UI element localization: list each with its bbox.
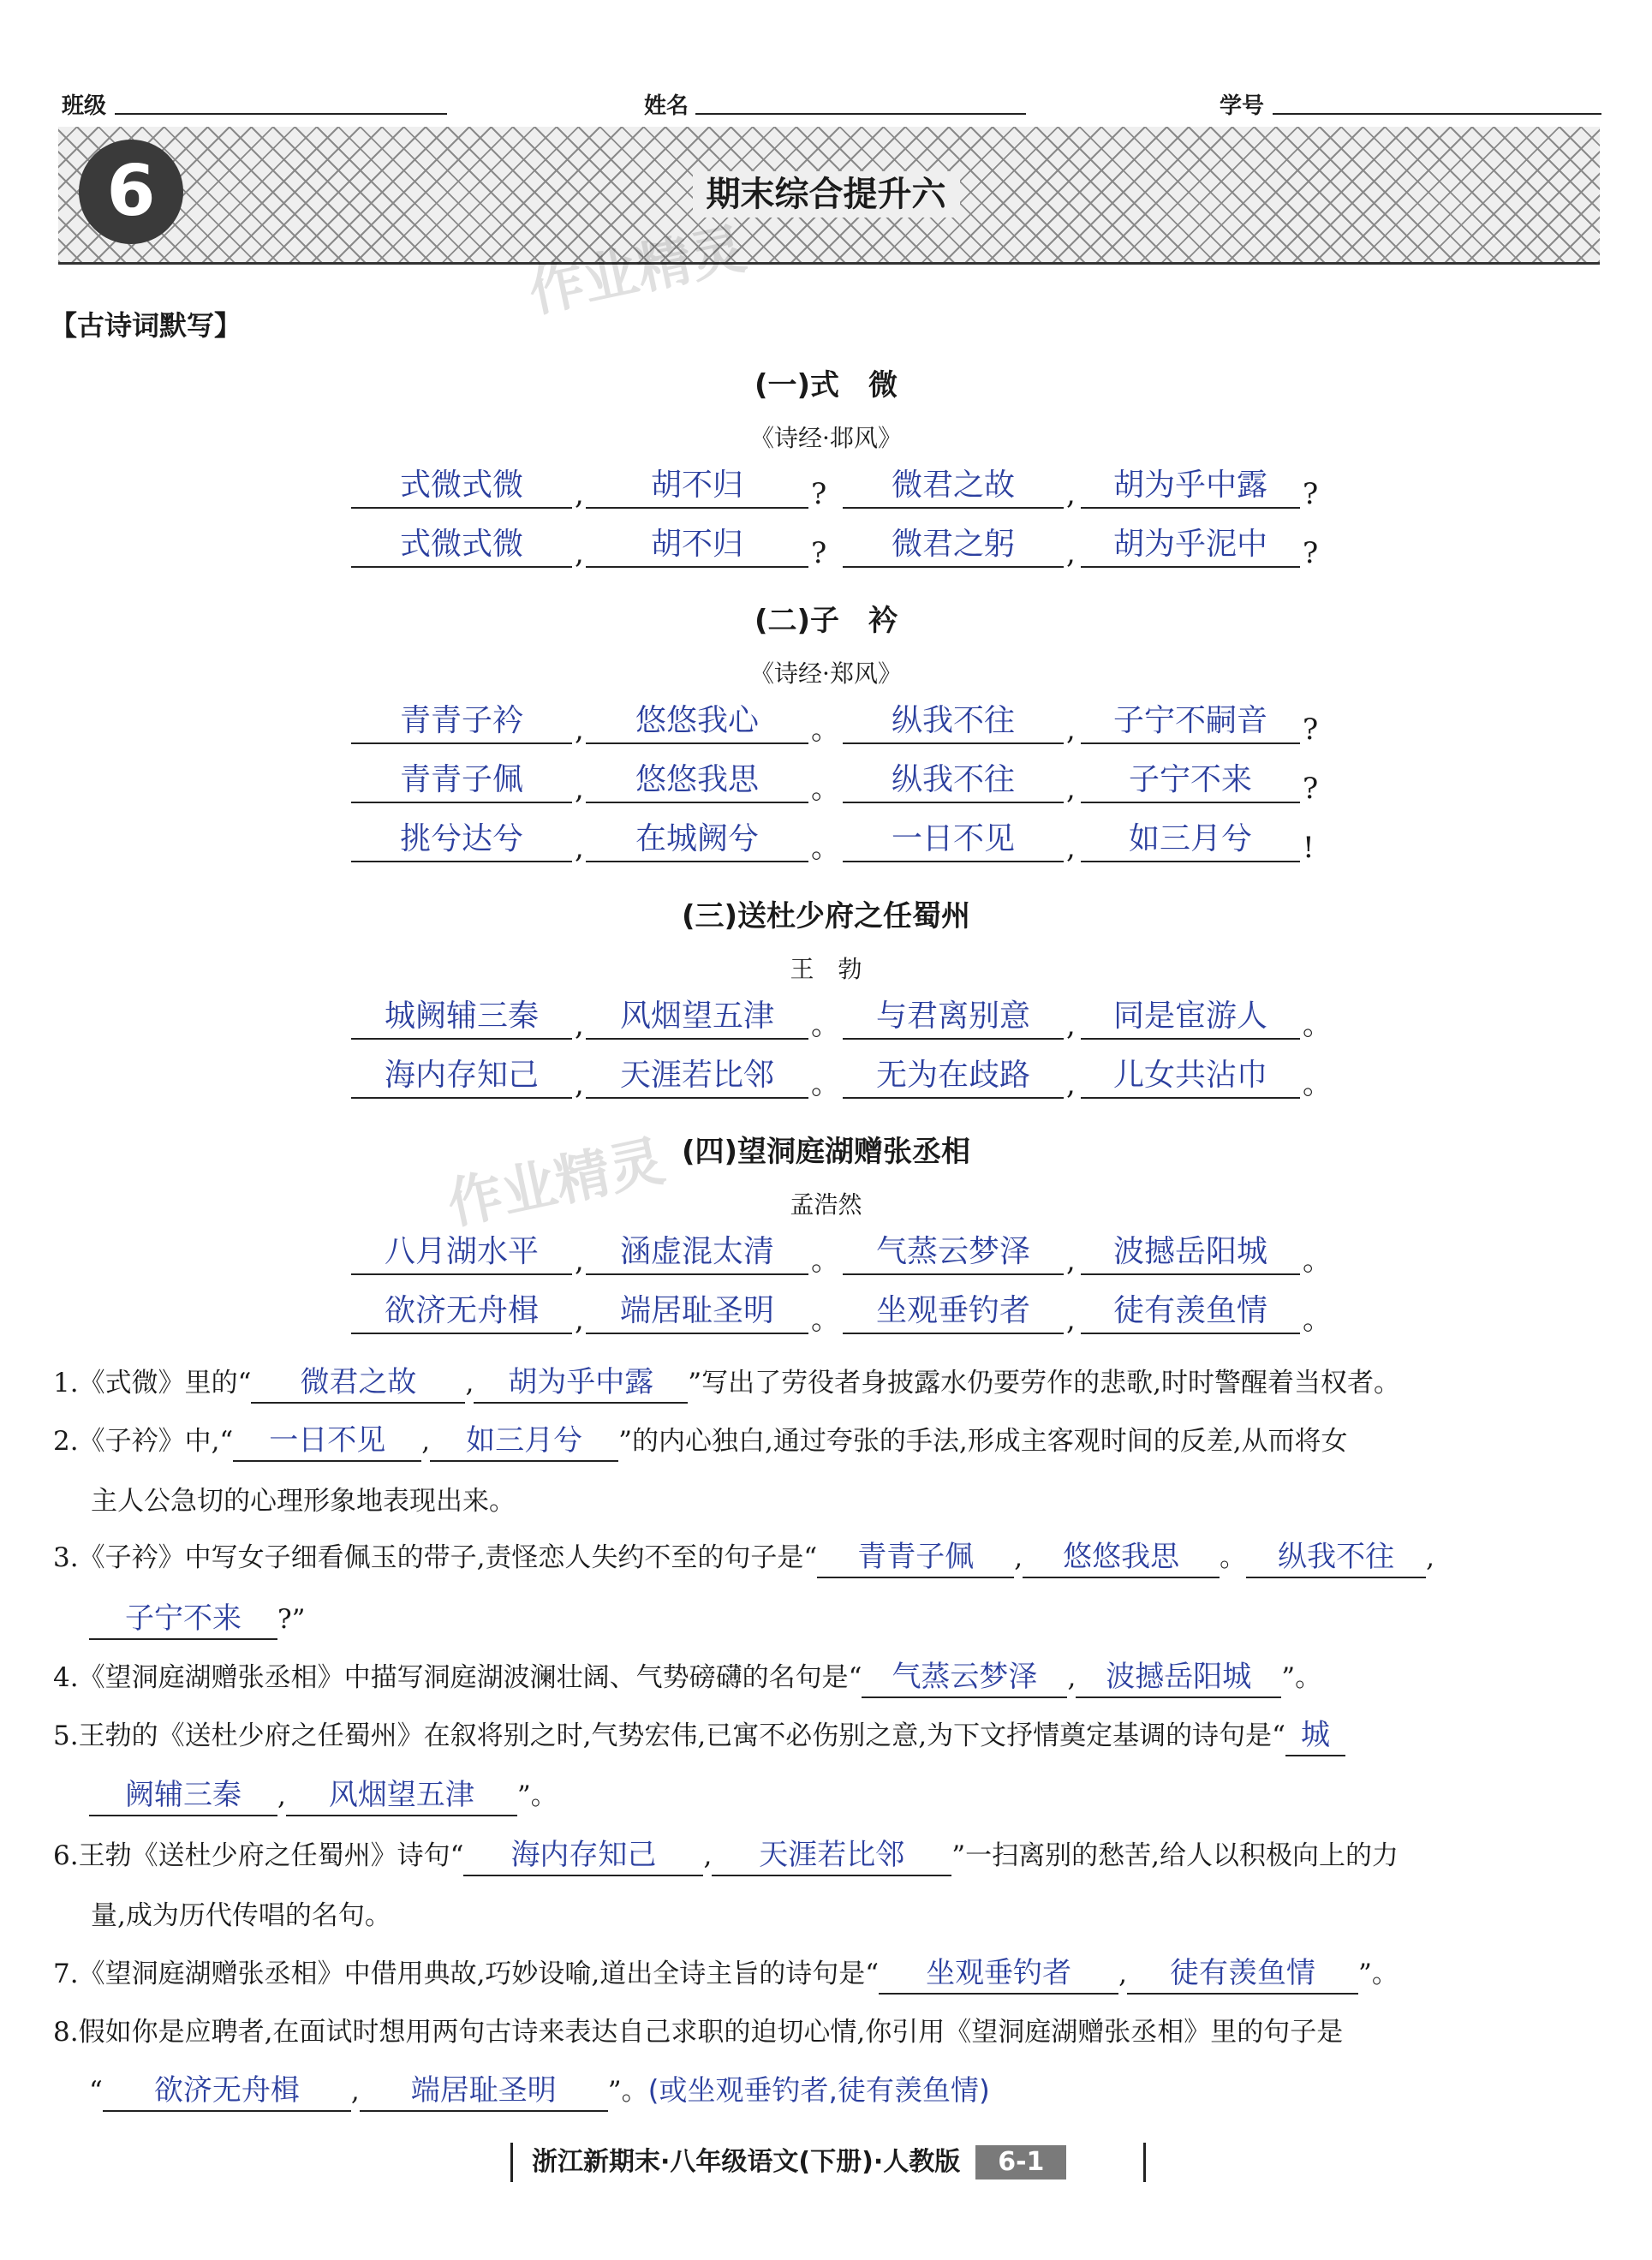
q2-separator: , bbox=[421, 1426, 431, 1457]
page-title-text: 期末综合提升六 bbox=[693, 171, 960, 218]
q8-separator: , bbox=[350, 2076, 360, 2107]
question-5 bbox=[53, 1714, 1345, 1757]
punctuation: 。 bbox=[811, 1067, 840, 1101]
question-1 bbox=[53, 1362, 1400, 1404]
q6-answer-2[interactable]: 天涯若比邻 bbox=[712, 1835, 951, 1876]
poem-blank[interactable]: 如三月兮 bbox=[1081, 818, 1300, 862]
q8-tail: ”。 bbox=[607, 2076, 648, 2107]
q1-prompt: 1.《式微》里的“ bbox=[53, 1368, 252, 1398]
poem-blank[interactable]: 青青子佩 bbox=[351, 759, 572, 803]
q7-answer-1[interactable]: 坐观垂钓者 bbox=[879, 1953, 1118, 1995]
punctuation: , bbox=[575, 536, 584, 570]
poem-blank[interactable]: 微君之躬 bbox=[843, 523, 1064, 568]
q7-tail: ”。 bbox=[1358, 1959, 1399, 1989]
punctuation: ? bbox=[1303, 713, 1319, 747]
watermark-middle: 作业精灵 bbox=[442, 1130, 671, 1237]
poem-blank[interactable]: 在城阙兮 bbox=[586, 818, 808, 862]
question-5-cont bbox=[89, 1774, 558, 1817]
punctuation: , bbox=[575, 1067, 584, 1101]
punctuation: 。 bbox=[1303, 1008, 1332, 1042]
poem-title: (二)子 衿 bbox=[754, 604, 898, 638]
punctuation: , bbox=[1066, 1303, 1076, 1337]
poem-blank[interactable]: 与君离别意 bbox=[843, 995, 1064, 1040]
poem-blank[interactable]: 纵我不往 bbox=[843, 700, 1064, 744]
q5-answer-1-end[interactable]: 阙辅三秦 bbox=[89, 1775, 277, 1816]
poem-blank[interactable]: 纵我不往 bbox=[843, 759, 1064, 803]
q7-separator: , bbox=[1118, 1959, 1127, 1989]
q4-separator: , bbox=[1067, 1662, 1076, 1693]
punctuation: , bbox=[575, 477, 584, 511]
punctuation: , bbox=[575, 1303, 584, 1337]
class-label: 班级 bbox=[62, 93, 107, 119]
poem-blank[interactable]: 波撼岳阳城 bbox=[1081, 1231, 1300, 1275]
poem-blank[interactable]: 胡不归 bbox=[586, 464, 808, 509]
question-2 bbox=[53, 1420, 1348, 1463]
poem-blank[interactable]: 式微式微 bbox=[351, 523, 572, 568]
punctuation: ? bbox=[811, 536, 827, 570]
q2-answer-1[interactable]: 一日不见 bbox=[233, 1421, 421, 1462]
page-title bbox=[0, 167, 1652, 216]
poem-blank[interactable]: 同是宦游人 bbox=[1081, 995, 1300, 1040]
number-label: 学号 bbox=[1220, 93, 1265, 119]
poem-author: 《诗经·郑风》 bbox=[750, 659, 902, 688]
poem-blank[interactable]: 天涯若比邻 bbox=[586, 1054, 808, 1099]
punctuation: , bbox=[575, 1243, 584, 1278]
q5-tail: ”。 bbox=[516, 1780, 558, 1811]
q4-prompt: 4.《望洞庭湖赠张丞相》中描写洞庭湖波澜壮阔、气势磅礴的名句是“ bbox=[53, 1662, 862, 1693]
q8-alternative-answer: (或坐观垂钓者,徒有羡鱼情) bbox=[647, 2073, 990, 2107]
q1-answer-1[interactable]: 微君之故 bbox=[251, 1363, 465, 1404]
question-4 bbox=[53, 1656, 1321, 1699]
footer bbox=[510, 2143, 1146, 2182]
question-6 bbox=[53, 1834, 1399, 1877]
q4-tail: ”。 bbox=[1281, 1662, 1322, 1693]
poem-blank[interactable]: 海内存知己 bbox=[351, 1054, 572, 1099]
poem-blank[interactable]: 欲济无舟楫 bbox=[351, 1290, 572, 1334]
punctuation: 。 bbox=[1303, 1067, 1332, 1101]
punctuation: , bbox=[1066, 831, 1076, 865]
poem-blank[interactable]: 无为在歧路 bbox=[843, 1054, 1064, 1099]
name-field[interactable] bbox=[695, 113, 1026, 115]
unit-number-badge: 6 bbox=[79, 140, 183, 244]
punctuation: 。 bbox=[811, 831, 840, 865]
q3-answer-4[interactable]: 子宁不来 bbox=[89, 1599, 277, 1640]
poem-blank[interactable]: 式微式微 bbox=[351, 464, 572, 509]
footer-text: 浙江新期末·八年级语文(下册)·人教版 bbox=[532, 2147, 961, 2177]
q5-separator: , bbox=[277, 1780, 286, 1811]
poem-blank[interactable]: 八月湖水平 bbox=[351, 1231, 572, 1275]
q1-tail: ”写出了劳役者身披露水仍要劳作的悲歌,时时警醒着当权者。 bbox=[688, 1368, 1400, 1398]
section-title: 【古诗词默写】 bbox=[50, 309, 242, 342]
q3-prompt: 3.《子衿》中写女子细看佩玉的带子,责怪恋人失约不至的句子是“ bbox=[53, 1542, 818, 1573]
q8-open-quote: “ bbox=[89, 2076, 103, 2107]
q8-prompt: 8.假如你是应聘者,在面试时想用两句古诗来表达自己求职的迫切心情,你引用《望洞庭湖赠张丞相》里的句子是 bbox=[53, 2017, 1344, 2048]
poem-author: 王 勃 bbox=[790, 955, 862, 983]
q2-continuation: 主人公急切的心理形象地表现出来。 bbox=[91, 1486, 516, 1517]
q6-separator: , bbox=[703, 1840, 713, 1871]
punctuation: , bbox=[1066, 1243, 1076, 1278]
poem-author: 《诗经·邶风》 bbox=[750, 424, 902, 452]
poem-blank[interactable]: 端居耻圣明 bbox=[586, 1290, 808, 1334]
punctuation: ? bbox=[1303, 772, 1319, 806]
q3-separator-3: , bbox=[1426, 1542, 1434, 1573]
poem-blank[interactable]: 胡为乎中露 bbox=[1081, 464, 1300, 509]
punctuation: 。 bbox=[811, 713, 840, 747]
poem-blank[interactable]: 涵虚混太清 bbox=[586, 1231, 808, 1275]
question-3-cont bbox=[89, 1598, 305, 1641]
poem-blank[interactable]: 子宁不来 bbox=[1081, 759, 1300, 803]
punctuation: , bbox=[1066, 772, 1076, 806]
poem-blank[interactable]: 青青子衿 bbox=[351, 700, 572, 744]
poem-blank[interactable]: 悠悠我心 bbox=[586, 700, 808, 744]
punctuation: , bbox=[575, 772, 584, 806]
q6-continuation: 量,成为历代传唱的名句。 bbox=[91, 1900, 391, 1931]
q8-answer-1[interactable]: 欲济无舟楫 bbox=[103, 2071, 351, 2112]
q3-tail: ?” bbox=[277, 1604, 306, 1635]
class-field[interactable] bbox=[115, 113, 447, 115]
watermark-top: 作业精灵 bbox=[523, 218, 752, 325]
q5-prompt: 5.王勃的《送杜少府之任蜀州》在叙将别之时,气势宏伟,已寓不必伤别之意,为下文抒情奠定基调的诗句是“ bbox=[53, 1720, 1285, 1751]
q7-prompt: 7.《望洞庭湖赠张丞相》中借用典故,巧妙设喻,道出全诗主旨的诗句是“ bbox=[53, 1959, 880, 1989]
punctuation: ? bbox=[1303, 477, 1319, 511]
poem-blank[interactable]: 胡不归 bbox=[586, 523, 808, 568]
punctuation: , bbox=[575, 713, 584, 747]
punctuation: ? bbox=[1303, 536, 1319, 570]
punctuation: 。 bbox=[811, 1243, 840, 1278]
q3-separator-1: , bbox=[1014, 1542, 1023, 1573]
punctuation: 。 bbox=[811, 772, 840, 806]
q3-answer-3[interactable]: 纵我不往 bbox=[1246, 1537, 1426, 1578]
poem-blank[interactable]: 子宁不嗣音 bbox=[1081, 700, 1300, 744]
punctuation: , bbox=[575, 831, 584, 865]
number-field[interactable] bbox=[1273, 113, 1601, 115]
poem-title: (一)式 微 bbox=[754, 368, 898, 403]
poem-blank[interactable]: 微君之故 bbox=[843, 464, 1064, 509]
q5-answer-2[interactable]: 风烟望五津 bbox=[286, 1775, 517, 1816]
poem-blank[interactable]: 胡为乎泥中 bbox=[1081, 523, 1300, 568]
question-8-cont bbox=[89, 2069, 990, 2113]
punctuation: , bbox=[1066, 477, 1076, 511]
q3-answer-1[interactable]: 青青子佩 bbox=[817, 1537, 1014, 1578]
punctuation: , bbox=[1066, 1067, 1076, 1101]
q8-answer-2[interactable]: 端居耻圣明 bbox=[360, 2071, 608, 2112]
punctuation: ! bbox=[1303, 831, 1315, 865]
punctuation: 。 bbox=[1303, 1243, 1332, 1278]
poem-blank[interactable]: 一日不见 bbox=[843, 818, 1064, 862]
q6-prompt: 6.王勃《送杜少府之任蜀州》诗句“ bbox=[53, 1840, 464, 1871]
punctuation: ? bbox=[811, 477, 827, 511]
poem-blank[interactable]: 挑兮达兮 bbox=[351, 818, 572, 862]
name-label: 姓名 bbox=[644, 93, 689, 119]
question-8 bbox=[53, 2011, 1343, 2054]
poem-blank[interactable]: 城阙辅三秦 bbox=[351, 995, 572, 1040]
q6-tail: ”一扫离别的愁苦,给人以积极向上的力 bbox=[951, 1840, 1399, 1871]
q6-answer-1[interactable]: 海内存知己 bbox=[463, 1835, 703, 1876]
poem-blank[interactable]: 徒有羡鱼情 bbox=[1081, 1290, 1300, 1334]
q5-answer-1-start[interactable]: 城 bbox=[1285, 1715, 1345, 1756]
poem-title: (三)送杜少府之任蜀州 bbox=[681, 899, 971, 933]
question-7 bbox=[53, 1953, 1399, 1995]
q3-separator-2: 。 bbox=[1220, 1542, 1247, 1573]
q4-answer-1[interactable]: 气蒸云梦泽 bbox=[862, 1657, 1067, 1698]
poem-blank[interactable]: 儿女共沾巾 bbox=[1081, 1054, 1300, 1099]
poem-author: 孟浩然 bbox=[790, 1190, 862, 1219]
q1-answer-2[interactable]: 胡为乎中露 bbox=[474, 1363, 688, 1404]
punctuation: 。 bbox=[1303, 1303, 1332, 1337]
poem-blank[interactable]: 坐观垂钓者 bbox=[843, 1290, 1064, 1334]
poem-title: (四)望洞庭湖赠张丞相 bbox=[681, 1135, 971, 1169]
q1-separator: , bbox=[465, 1368, 474, 1398]
q2-prompt: 2.《子衿》中,“ bbox=[53, 1426, 234, 1457]
poem-blank[interactable]: 悠悠我思 bbox=[586, 759, 808, 803]
question-3 bbox=[53, 1536, 1434, 1579]
punctuation: , bbox=[575, 1008, 584, 1042]
punctuation: , bbox=[1066, 536, 1076, 570]
punctuation: 。 bbox=[811, 1303, 840, 1337]
punctuation: 。 bbox=[811, 1008, 840, 1042]
q2-answer-2[interactable]: 如三月兮 bbox=[430, 1421, 618, 1462]
poem-blank[interactable]: 风烟望五津 bbox=[586, 995, 808, 1040]
q2-tail: ”的内心独白,通过夸张的手法,形成主客观时间的反差,从而将女 bbox=[618, 1426, 1348, 1457]
punctuation: , bbox=[1066, 713, 1076, 747]
page-number: 6-1 bbox=[975, 2145, 1066, 2179]
q7-answer-2[interactable]: 徒有羡鱼情 bbox=[1127, 1953, 1358, 1995]
poem-blank[interactable]: 气蒸云梦泽 bbox=[843, 1231, 1064, 1275]
q4-answer-2[interactable]: 波撼岳阳城 bbox=[1076, 1657, 1281, 1698]
punctuation: , bbox=[1066, 1008, 1076, 1042]
q3-answer-2[interactable]: 悠悠我思 bbox=[1023, 1537, 1220, 1578]
